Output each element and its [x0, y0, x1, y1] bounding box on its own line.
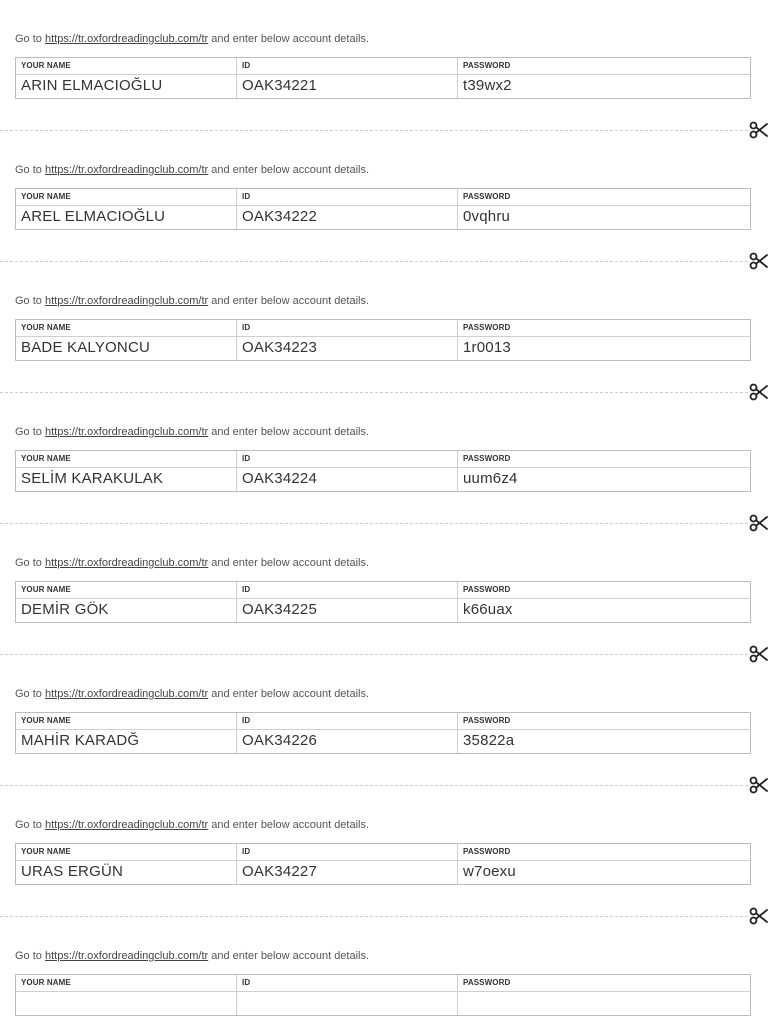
header-id: ID [237, 320, 458, 336]
header-your-name: YOUR NAME [16, 451, 237, 467]
account-card-8 [0, 917, 768, 1024]
header-your-name: YOUR NAME [16, 713, 237, 729]
header-your-name: YOUR NAME [16, 189, 237, 205]
account-table [15, 581, 751, 623]
account-id: OAK34224 [237, 468, 458, 491]
site-link[interactable]: https://tr.oxfordreadingclub.com/tr [44, 426, 209, 438]
account-password: 35822a [463, 732, 515, 749]
instruction-prefix: Go to [15, 819, 45, 831]
header-your-name: YOUR NAME [16, 582, 237, 598]
instruction-suffix: and enter below account details. [208, 33, 370, 45]
header-your-name: YOUR NAME [16, 320, 237, 336]
account-card-4 [0, 393, 768, 524]
account-id: OAK34223 [237, 337, 458, 360]
instruction-text [15, 425, 369, 439]
instruction-text [15, 687, 369, 701]
header-row [16, 58, 750, 75]
account-table [15, 712, 751, 754]
account-password: k66uax [463, 601, 513, 618]
account-name: MAHİR KARADĞ [16, 730, 237, 753]
instruction-suffix: and enter below account details. [208, 688, 370, 700]
account-name [16, 992, 237, 1015]
account-name: DEMİR GÖK [16, 599, 237, 622]
header-row [16, 189, 750, 206]
instruction-text [15, 294, 369, 308]
account-name: AREL ELMACIOĞLU [16, 206, 237, 229]
header-id: ID [237, 58, 458, 74]
instruction-suffix: and enter below account details. [208, 819, 370, 831]
account-table [15, 188, 751, 230]
header-password: PASSWORD [463, 585, 511, 594]
value-row [16, 599, 750, 622]
account-name: URAS ERGÜN [16, 861, 237, 884]
account-id [237, 992, 458, 1015]
account-password: 0vqhru [463, 208, 511, 225]
instruction-suffix: and enter below account details. [208, 295, 370, 307]
account-card-3 [0, 262, 768, 393]
account-card-6 [0, 655, 768, 786]
header-id: ID [237, 582, 458, 598]
account-card-1 [0, 0, 768, 131]
instruction-suffix: and enter below account details. [208, 950, 370, 962]
account-id: OAK34225 [237, 599, 458, 622]
instruction-prefix: Go to [15, 164, 45, 176]
header-row [16, 320, 750, 337]
value-row [16, 861, 750, 884]
header-row [16, 844, 750, 861]
header-password: PASSWORD [463, 716, 511, 725]
instruction-text [15, 32, 369, 46]
instruction-prefix: Go to [15, 950, 45, 962]
site-link[interactable]: https://tr.oxfordreadingclub.com/tr [44, 164, 209, 176]
instruction-text [15, 949, 369, 963]
account-name: ARIN ELMACIOĞLU [16, 75, 237, 98]
account-name: SELİM KARAKULAK [16, 468, 237, 491]
instruction-prefix: Go to [15, 557, 45, 569]
account-table [15, 974, 751, 1016]
site-link[interactable]: https://tr.oxfordreadingclub.com/tr [44, 688, 209, 700]
account-password: t39wx2 [463, 77, 512, 94]
account-table [15, 450, 751, 492]
account-table [15, 319, 751, 361]
site-link[interactable]: https://tr.oxfordreadingclub.com/tr [44, 819, 209, 831]
account-card-2 [0, 131, 768, 262]
instruction-prefix: Go to [15, 688, 45, 700]
header-row [16, 713, 750, 730]
instruction-prefix: Go to [15, 426, 45, 438]
account-password: uum6z4 [463, 470, 518, 487]
account-table [15, 57, 751, 99]
header-id: ID [237, 975, 458, 991]
header-row [16, 582, 750, 599]
header-your-name: YOUR NAME [16, 58, 237, 74]
site-link[interactable]: https://tr.oxfordreadingclub.com/tr [44, 33, 209, 45]
header-id: ID [237, 189, 458, 205]
account-id: OAK34226 [237, 730, 458, 753]
header-your-name: YOUR NAME [16, 975, 237, 991]
account-name: BADE KALYONCU [16, 337, 237, 360]
account-card-7 [0, 786, 768, 917]
account-password: 1r0013 [463, 339, 511, 356]
value-row [16, 337, 750, 360]
account-password [458, 992, 750, 1015]
header-id: ID [237, 713, 458, 729]
header-password: PASSWORD [463, 323, 511, 332]
account-id: OAK34221 [237, 75, 458, 98]
instruction-suffix: and enter below account details. [208, 164, 370, 176]
header-row [16, 975, 750, 992]
header-password: PASSWORD [463, 978, 511, 987]
instruction-suffix: and enter below account details. [208, 557, 370, 569]
instruction-prefix: Go to [15, 33, 45, 45]
site-link[interactable]: https://tr.oxfordreadingclub.com/tr [44, 950, 209, 962]
header-id: ID [237, 451, 458, 467]
value-row [16, 730, 750, 753]
value-row [16, 206, 750, 229]
header-password: PASSWORD [463, 192, 511, 201]
account-card-5 [0, 524, 768, 655]
header-id: ID [237, 844, 458, 860]
account-id: OAK34222 [237, 206, 458, 229]
site-link[interactable]: https://tr.oxfordreadingclub.com/tr [44, 557, 209, 569]
value-row [16, 992, 750, 1015]
header-row [16, 451, 750, 468]
header-password: PASSWORD [463, 61, 511, 70]
instruction-text [15, 556, 369, 570]
instruction-prefix: Go to [15, 295, 45, 307]
value-row [16, 75, 750, 98]
account-table [15, 843, 751, 885]
instruction-text [15, 163, 369, 177]
header-password: PASSWORD [463, 454, 511, 463]
site-link[interactable]: https://tr.oxfordreadingclub.com/tr [44, 295, 209, 307]
instruction-suffix: and enter below account details. [208, 426, 370, 438]
value-row [16, 468, 750, 491]
header-password: PASSWORD [463, 847, 511, 856]
instruction-text [15, 818, 369, 832]
header-your-name: YOUR NAME [16, 844, 237, 860]
account-id: OAK34227 [237, 861, 458, 884]
account-password: w7oexu [463, 863, 516, 880]
